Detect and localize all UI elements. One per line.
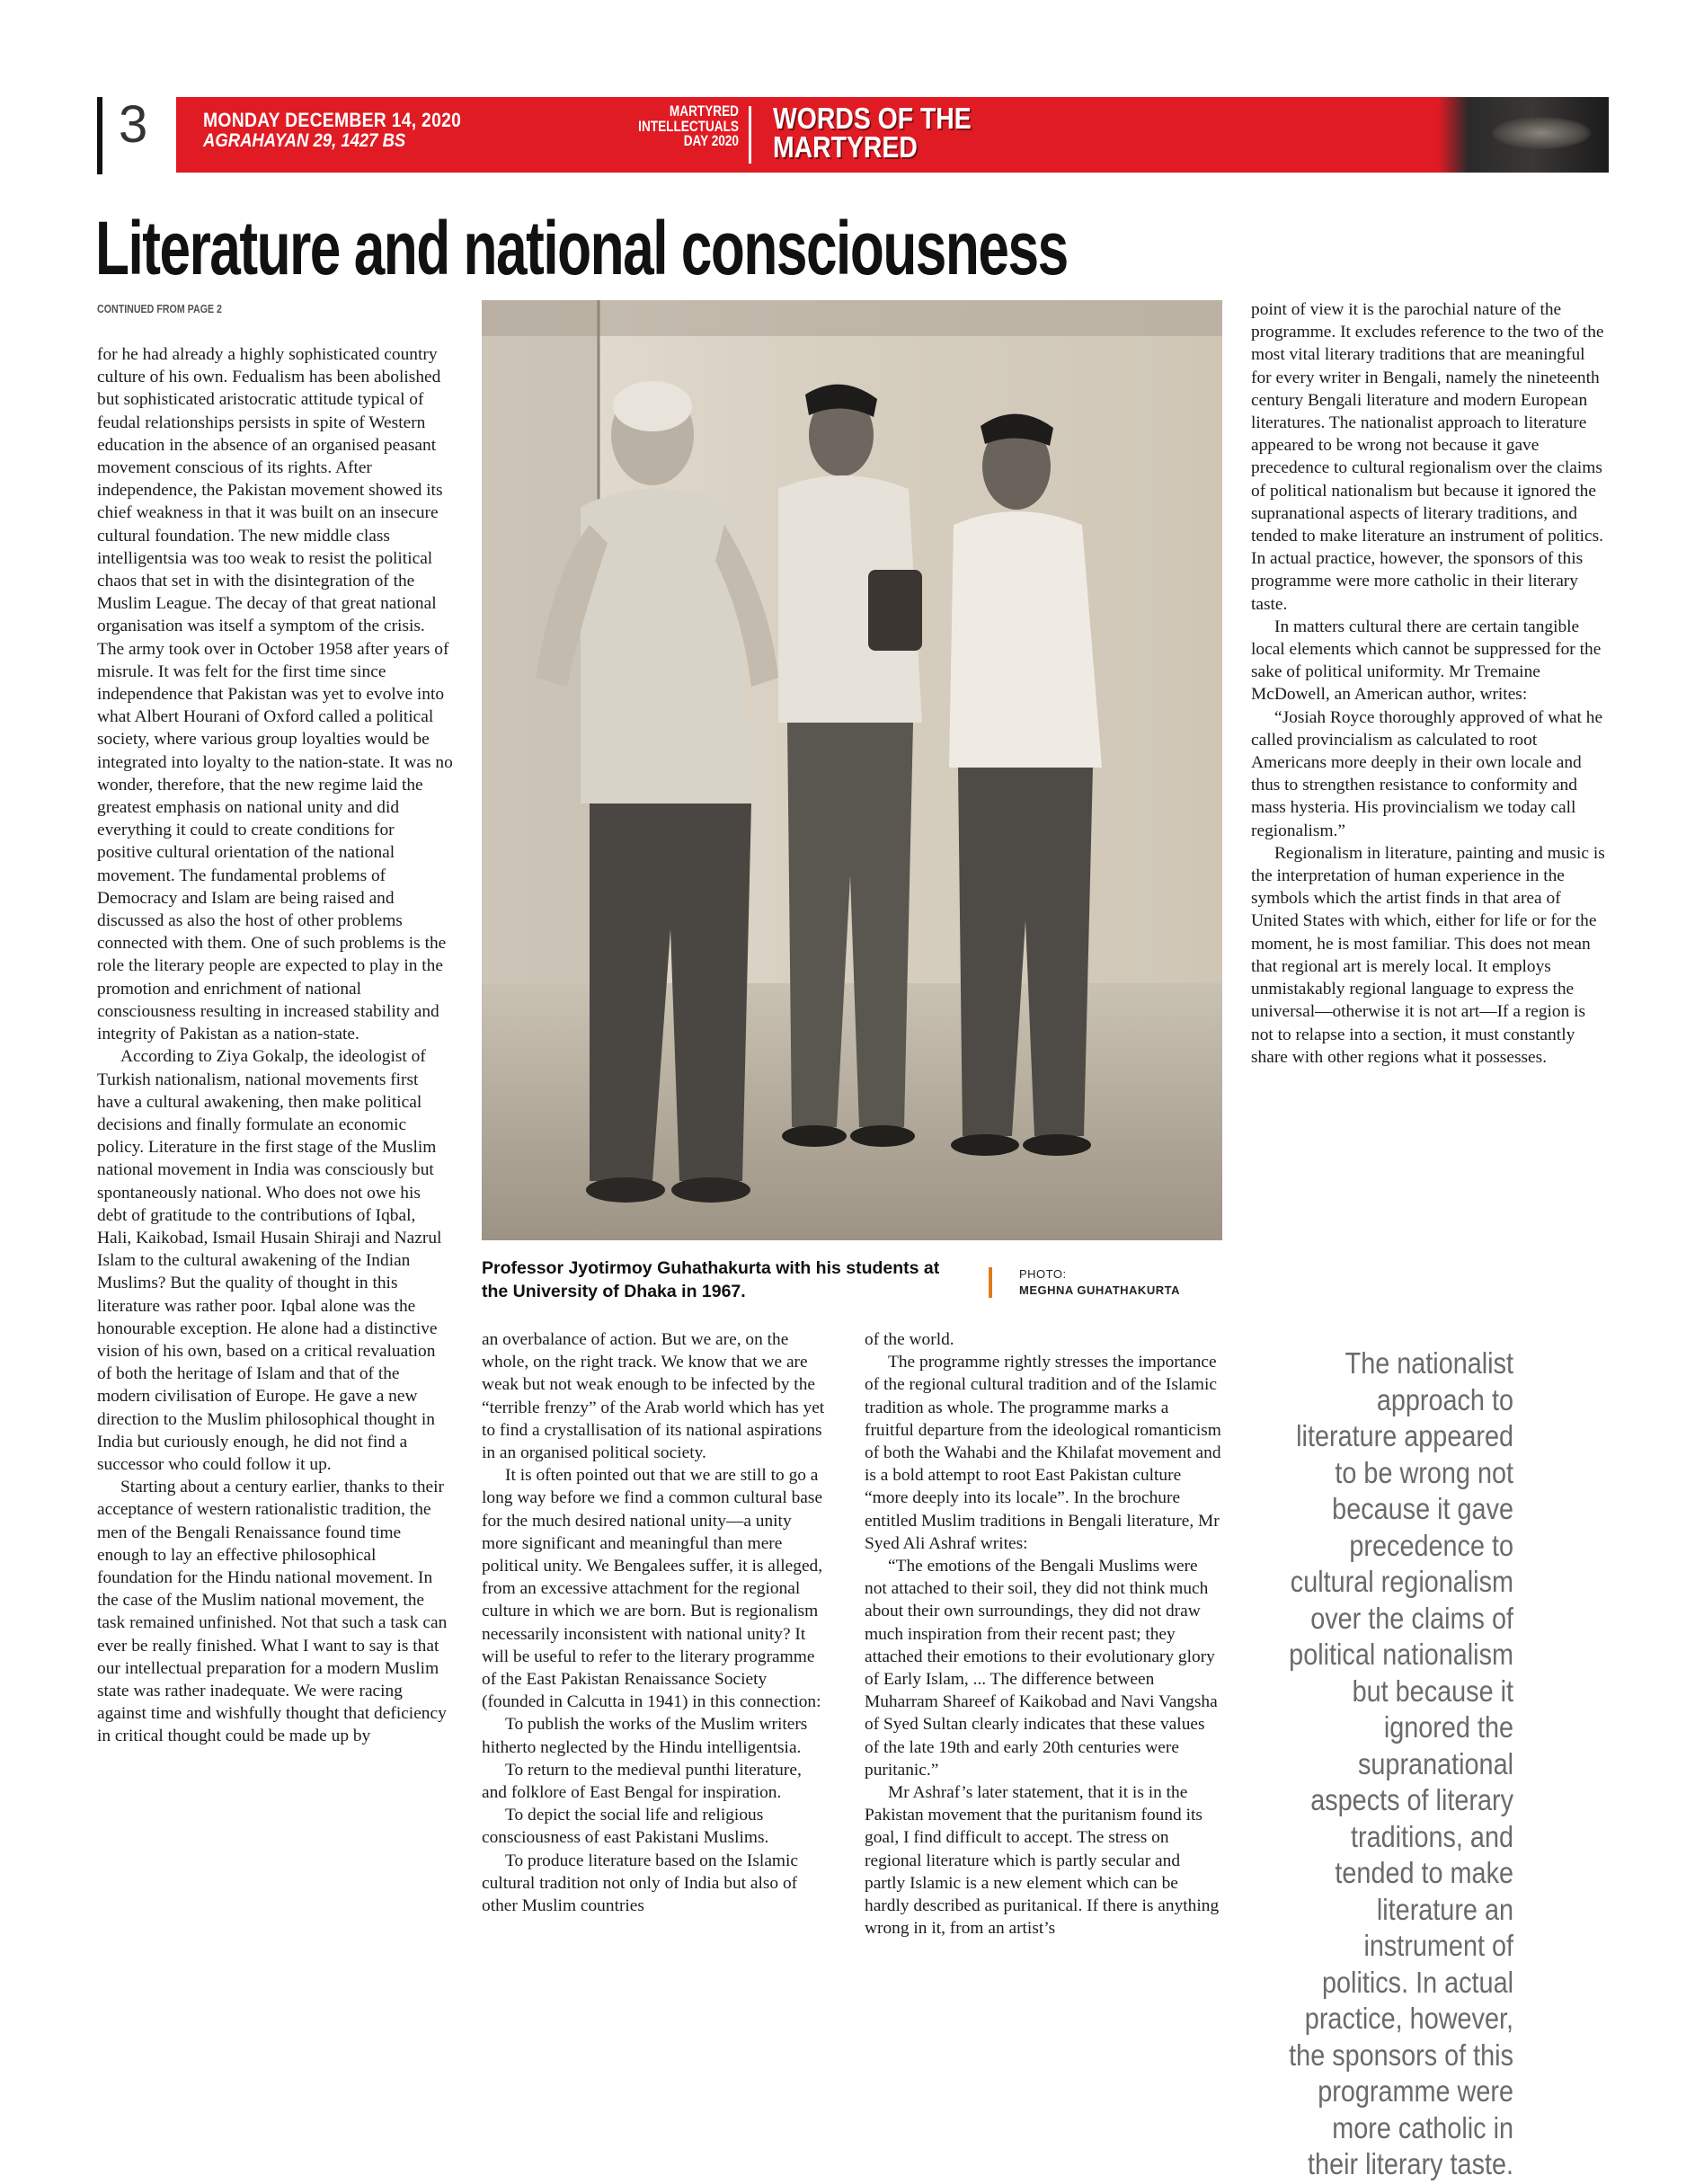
list-paragraph: To produce literature based on the Islamic cultural tradition not only of India but also of other Muslim countries xyxy=(482,1851,799,1916)
list-paragraph: To depict the social life and religious consciousness of east Pakistani Muslims. xyxy=(482,1806,769,1848)
photo-credit-rule xyxy=(989,1267,992,1298)
photo-credit-name: MEGHNA GUHATHAKURTA xyxy=(1019,1283,1180,1297)
continued-from-label: CONTINUED FROM PAGE 2 xyxy=(97,302,222,315)
section-banner xyxy=(176,97,1609,173)
banner-image xyxy=(1438,97,1609,173)
page-number-rule xyxy=(97,97,102,174)
page-number: 3 xyxy=(119,95,148,154)
list-paragraph: To return to the medieval punthi literature, and folklore of East Bengal for inspiration. xyxy=(482,1760,802,1803)
banner-divider xyxy=(749,106,751,164)
paragraph: Starting about a century earlier, thanks to their acceptance of western rationalistic tradition, the men of the Bengali Renaissance found time enough to lay an effective philosophical foundation for the Hindu national movement. In the case of the Muslim national movement, the task remained unfinished. Not that such a task can ever be really finished. What I want to say is that our intellectual preparation for a modern Muslim state was rather inadequate. We were racing against time and wishfully thought that deficiency in critical thought could be made up by xyxy=(97,1478,448,1746)
photo-caption: Professor Jyotirmoy Guhathakurta with his students at the University of Dhaka in 1967. xyxy=(482,1258,940,1301)
pull-quote: The nationalist approach to literature appeared to be wrong not because it gave precedence to cultural regionalism over the claims of political nationalism but because it ignored the supranational aspects of literary traditions, and tended to make literature an instrument of politics. In actual practice, however, the sponsors of this programme were more catholic in their literary taste. xyxy=(1289,1347,1513,2181)
paragraph: In matters cultural there are certain tangible local elements which cannot be suppressed for the sake of political uniformity. Mr Tremaine McDowell, an American author, writes: xyxy=(1251,617,1602,705)
paragraph: point of view it is the parochial nature of the programme. It excludes reference to the two of the most vital literary traditions that are meaningful for every writer in Bengali, namely the nineteenth century Bengali literature and modern European literatures. The nationalist approach to literature appeared to be wrong not because it gave precedence to cultural regionalism over the claims of political nationalism but because it ignored the supranational aspects of literary traditions, and tended to make literature an instrument of politics. In actual practice, however, the sponsors of this programme were more catholic in their literary taste. xyxy=(1251,300,1604,614)
paragraph: It is often pointed out that we are still to go a long way before we find a common cultural base for the much desired national unity—a unity more significant and meaningful than mere political unity. We Bengalees suffer, it is alleged, from an excessive attachment for the regional culture in which we are born. But is regionalism necessarily inconsistent with national unity? It will be useful to refer to the literary programme of the East Pakistan Renaissance Society (founded in Calcutta in 1941) in this connection: xyxy=(482,1466,823,1712)
paragraph: an overbalance of action. But we are, on the whole, on the right track. We know that we are weak but not weak enough to be infected by the “terrible frenzy” of the Arab world which has yet to find a crystallisation of its national aspirations in an organised political society. xyxy=(482,1330,825,1463)
section-title-line: MARTYRED xyxy=(773,130,918,164)
photo-illustration xyxy=(482,300,1222,1240)
paragraph: for he had already a highly sophisticated country culture of his own. Fedualism has been abolished but sophisticated aristocratic attitude typical of feudal relationships persists in spite of Western education in the absence of an organised peasant movement conscious of its rights. After independence, the Pakistan movement showed its chief weakness in that it was built on an insecure cultural foundation. The new middle class intelligentsia was too weak to resist the political chaos that set in with the disintegration of the Muslim League. The decay of that great national organisation was itself a symptom of the crisis. The army took over in October 1958 after years of misrule. It was felt for the first time since independence that Pakistan was yet to evolve into what Albert Hourani of Oxford called a political society, where various group loyalties would be integrated into loyalty to the nation-state. It was no wonder, therefore, that the new regime laid the greatest emphasis on national unity and did everything it could to create conditions for positive cultural orientation of the national movement. The fundamental problems of Democracy and Islam are being raised and discussed as also the host of other problems connected with them. One of such problems is the role the literary people are expected to play in the promotion and enrichment of national consciousness resulting in increased stability and integrity of Pakistan as a nation-state. xyxy=(97,345,453,1044)
paragraph: According to Ziya Gokalp, the ideologist of Turkish nationalism, national movements first have a cultural awakening, then make political decisions and finally formulate an economic policy. Literature in the first stage of the Muslim national movement in India was consciously but spontaneously national. Who does not owe his debt of gratitude to the contributions of Iqbal, Hali, Kaikobad, Ismail Husain Shiraji and Nazrul Islam to the cultural awakening of the Indian Muslims? But the quality of thought in this literature was rather poor. Iqbal alone was the honourable exception. He alone had a distinctive vision of his own, based on a critical revaluation of both the heritage of Islam and that of the modern civilisation of Europe. He gave a new direction to the Muslim philosophical thought in India but curiously enough, he did not find a successor who could follow it up. xyxy=(97,1047,442,1474)
paragraph: Mr Ashraf’s later statement, that it is in the Pakistan movement that the puritanism found its goal, I find difficult to accept. The stress on regional literature which is partly secular and partly Islamic is a new element which can be hardly described as puritanical. If there is anything wrong in it, from an artist’s xyxy=(865,1783,1220,1939)
dateline xyxy=(203,110,496,151)
event-label-line: INTELLECTUALS xyxy=(638,117,739,135)
bengali-date: AGRAHAYAN 29, 1427 BS xyxy=(203,129,406,151)
paragraph: of the world. xyxy=(865,1330,954,1349)
article-column-3 xyxy=(865,1328,1222,2092)
date: MONDAY DECEMBER 14, 2020 xyxy=(203,109,462,131)
article-column-4 xyxy=(1251,298,1609,1269)
article-column-1 xyxy=(97,343,453,2087)
event-label-line: MARTYRED xyxy=(669,102,739,120)
headline: Literature and national consciousness xyxy=(95,206,1068,290)
photo-credit-label: PHOTO: xyxy=(1019,1267,1067,1281)
list-paragraph: To publish the works of the Muslim writers hitherto neglected by the Hindu intelligentsia. xyxy=(482,1715,808,1757)
article-photo xyxy=(482,300,1222,1240)
paragraph: The programme rightly stresses the importance of the regional cultural tradition and of the Islamic tradition as whole. The programme marks a fruitful departure from the ideological romanticism of both the Wahabi and the Khilafat movement and is a bold attempt to root East Pakistan culture “more deeply into its locale”. In the brochure entitled Muslim traditions in Bengali literature, Mr Syed Ali Ashraf writes: xyxy=(865,1353,1221,1553)
section-title-line: WORDS OF THE xyxy=(773,102,972,135)
event-label-line: DAY 2020 xyxy=(683,132,739,150)
paragraph: Regionalism in literature, painting and music is the interpretation of human experience in the symbols which the artist finds in that area of United States with which, either for life or for the moment, he is most familiar. This does not mean that regional art is merely local. It employs unmistakably regional language to express the universal—otherwise it is not art—If a region is not to relapse into a section, it must constantly share with other regions what it possesses. xyxy=(1251,843,1605,1067)
quote-paragraph: “Josiah Royce thoroughly approved of what he called provincialism as calculated to root Americans more deeply in their own locale and thus to strengthen resistance to conformity and mass hysteria. His provincialism we today call regionalism.” xyxy=(1251,707,1603,840)
event-label xyxy=(631,104,739,149)
photo-credit xyxy=(1019,1266,1180,1299)
article-column-2 xyxy=(482,1328,829,2092)
section-title xyxy=(773,104,972,163)
quote-paragraph: “The emotions of the Bengali Muslims were not attached to their soil, they did not think much about their own surroundings, they did not draw much inspiration from their recent past; they attached their emotions to their evolutionary glory of Early Islam, ... The difference between Muharram Shareef of Kaikobad and Navi Vangsha of Syed Sultan clearly indicates that these values of the late 19th and early 20th centuries were puritanic.” xyxy=(865,1557,1218,1780)
